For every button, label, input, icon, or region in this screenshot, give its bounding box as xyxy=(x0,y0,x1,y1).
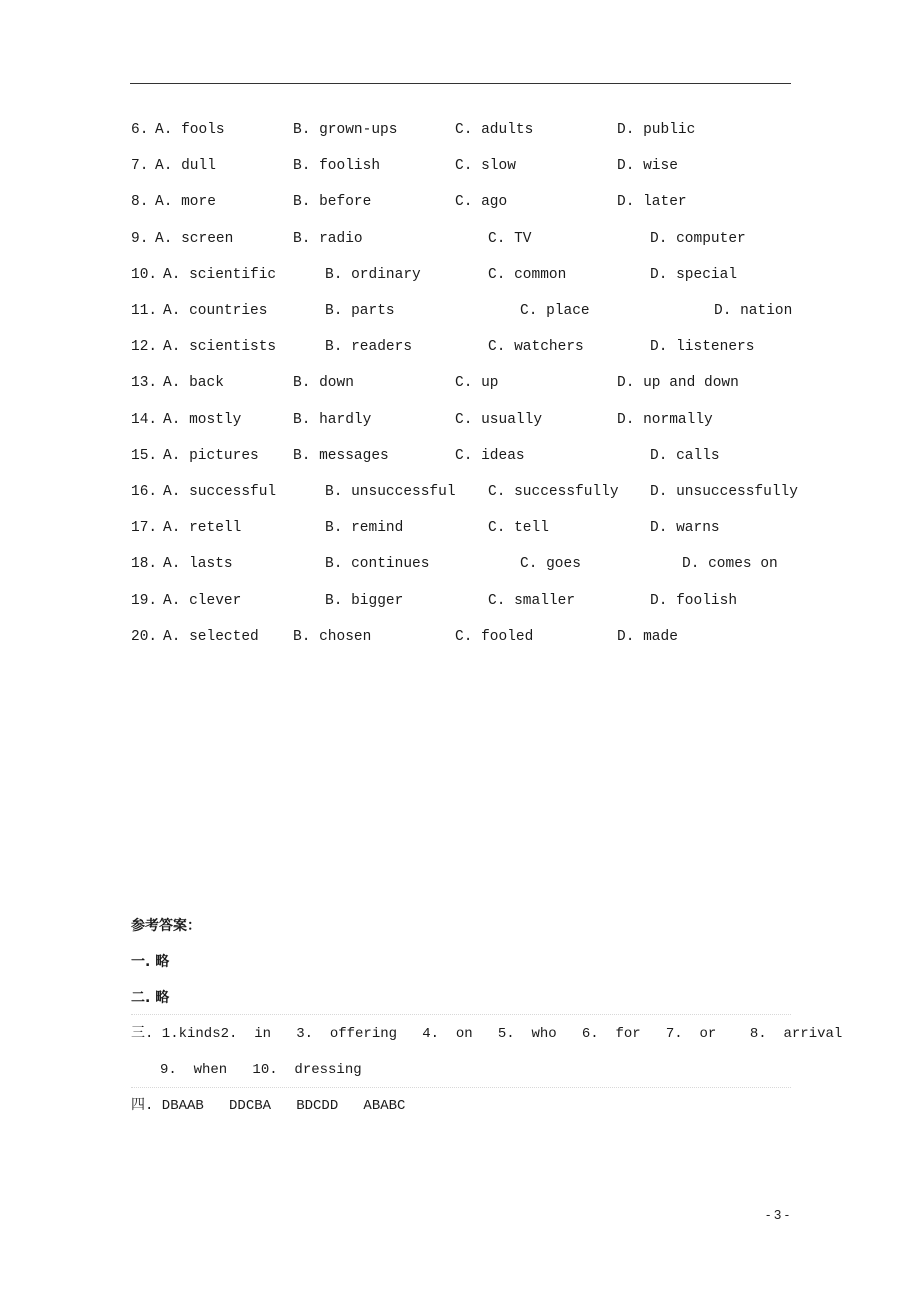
question-number: 11. xyxy=(131,303,158,319)
option-b: B. continues xyxy=(325,556,430,573)
answer-part-3-line-2: 9. when 10. dressing xyxy=(160,1062,362,1078)
option-d: D. later xyxy=(617,194,687,211)
option-b: B. grown-ups xyxy=(293,122,398,138)
question-number: 10. xyxy=(131,266,158,283)
option-d: D. nation xyxy=(714,303,793,319)
option-c: C. ago xyxy=(455,194,508,211)
question-number: 13. xyxy=(131,375,158,392)
option-b: B. chosen xyxy=(293,628,372,645)
option-a: A. fools xyxy=(155,122,225,138)
header-rule xyxy=(130,83,791,84)
option-d: D. computer xyxy=(650,230,746,247)
option-a: A. countries xyxy=(163,303,268,319)
option-b: B. radio xyxy=(293,230,363,247)
option-c: C. watchers xyxy=(488,339,584,356)
question-number: 6. xyxy=(131,122,149,138)
option-d: D. calls xyxy=(650,447,720,464)
option-a: A. mostly xyxy=(163,411,242,428)
option-c: C. adults xyxy=(455,122,534,138)
option-a: A. dull xyxy=(155,158,216,175)
option-c: C. successfully xyxy=(488,484,619,500)
option-b: B. ordinary xyxy=(325,266,421,283)
option-a: A. back xyxy=(163,375,224,392)
page-number: - 3 - xyxy=(766,1207,790,1222)
option-a: A. lasts xyxy=(163,556,233,573)
option-b: B. hardly xyxy=(293,411,372,428)
option-b: B. messages xyxy=(293,447,389,464)
question-number: 7. xyxy=(131,158,149,175)
option-a: A. selected xyxy=(163,628,259,645)
question-number: 15. xyxy=(131,447,158,464)
option-a: A. scientific xyxy=(163,266,277,283)
option-a: A. successful xyxy=(163,484,277,500)
option-b: B. before xyxy=(293,194,372,211)
question-number: 16. xyxy=(131,484,158,500)
question-number: 14. xyxy=(131,411,158,428)
option-c: C. slow xyxy=(455,158,516,175)
option-c: C. usually xyxy=(455,411,543,428)
answer-part-1: 一. 略 xyxy=(131,954,170,970)
option-b: B. remind xyxy=(325,520,404,537)
option-c: C. tell xyxy=(488,520,549,537)
option-c: C. fooled xyxy=(455,628,534,645)
option-d: D. listeners xyxy=(650,339,755,356)
option-c: C. ideas xyxy=(455,447,525,464)
option-d: D. normally xyxy=(617,411,713,428)
option-c: C. smaller xyxy=(488,592,576,609)
option-d: D. up and down xyxy=(617,375,739,392)
answer-part-2: 二. 略 xyxy=(131,990,170,1006)
option-c: C. place xyxy=(520,303,590,319)
option-a: A. scientists xyxy=(163,339,277,356)
option-d: D. comes on xyxy=(682,556,778,573)
option-d: D. wise xyxy=(617,158,678,175)
option-d: D. made xyxy=(617,628,678,645)
question-number: 12. xyxy=(131,339,158,356)
option-d: D. foolish xyxy=(650,592,738,609)
answer-part-4: 四. DBAAB DDCBA BDCDD ABABC xyxy=(131,1098,406,1114)
question-number: 17. xyxy=(131,520,158,537)
option-a: A. retell xyxy=(163,520,242,537)
option-b: B. parts xyxy=(325,303,395,319)
option-a: A. more xyxy=(155,194,216,211)
option-c: C. TV xyxy=(488,230,532,247)
question-number: 9. xyxy=(131,230,149,247)
option-c: C. up xyxy=(455,375,499,392)
option-a: A. clever xyxy=(163,592,242,609)
option-b: B. unsuccessful xyxy=(325,484,456,500)
question-number: 8. xyxy=(131,194,149,211)
question-number: 19. xyxy=(131,592,158,609)
question-number: 20. xyxy=(131,628,158,645)
option-b: B. bigger xyxy=(325,592,404,609)
option-a: A. pictures xyxy=(163,447,259,464)
option-d: D. unsuccessfully xyxy=(650,484,798,500)
option-c: C. common xyxy=(488,266,567,283)
option-b: B. readers xyxy=(325,339,413,356)
answers-heading: 参考答案： xyxy=(131,918,201,934)
answer-part-3-line-1: 三. 1.kinds2. in 3. offering 4. on 5. who 6. for 7. or 8. arrival xyxy=(131,1026,843,1042)
option-d: D. public xyxy=(617,122,696,138)
option-b: B. foolish xyxy=(293,158,381,175)
question-number: 18. xyxy=(131,556,158,573)
option-d: D. warns xyxy=(650,520,720,537)
option-d: D. special xyxy=(650,266,738,283)
option-b: B. down xyxy=(293,375,354,392)
option-a: A. screen xyxy=(155,230,234,247)
option-c: C. goes xyxy=(520,556,581,573)
